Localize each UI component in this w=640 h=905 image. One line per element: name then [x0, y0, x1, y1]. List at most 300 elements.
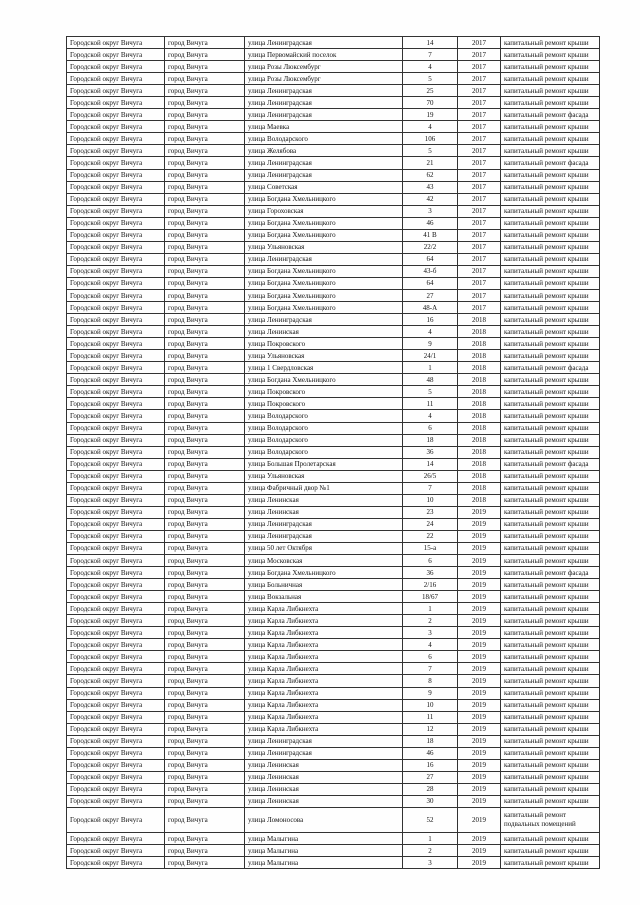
- street-cell: улица Покровского: [245, 338, 403, 350]
- house-number-cell: 4: [403, 639, 458, 651]
- street-cell: улица Богдана Хмельницкого: [245, 193, 403, 205]
- street-cell: улица Малыгина: [245, 857, 403, 869]
- house-number-cell: 10: [403, 699, 458, 711]
- city-cell: город Вичуга: [165, 723, 245, 735]
- city-cell: город Вичуга: [165, 663, 245, 675]
- table-row: [67, 795, 600, 807]
- table-row: [67, 422, 600, 434]
- table-row: [67, 265, 600, 277]
- table-row: [67, 663, 600, 675]
- municipality-cell: Городской округ Вичуга: [67, 446, 165, 458]
- year-cell: 2019: [458, 771, 501, 783]
- table-row: [67, 217, 600, 229]
- street-cell: улица Ленинградская: [245, 735, 403, 747]
- municipality-cell: Городской округ Вичуга: [67, 374, 165, 386]
- table-row: [67, 362, 600, 374]
- year-cell: 2017: [458, 133, 501, 145]
- municipality-cell: Городской округ Вичуга: [67, 121, 165, 133]
- work-type-cell: капитальный ремонт крыши: [501, 615, 600, 627]
- work-type-cell: капитальный ремонт крыши: [501, 181, 600, 193]
- table-row: [67, 759, 600, 771]
- house-number-cell: 46: [403, 217, 458, 229]
- work-type-cell: капитальный ремонт фасада: [501, 458, 600, 470]
- municipality-cell: Городской округ Вичуга: [67, 494, 165, 506]
- table-row: [67, 133, 600, 145]
- table-row: [67, 253, 600, 265]
- table-row: [67, 771, 600, 783]
- street-cell: улица Ленинская: [245, 771, 403, 783]
- city-cell: город Вичуга: [165, 302, 245, 314]
- work-type-cell: капитальный ремонт крыши: [501, 699, 600, 711]
- municipality-cell: Городской округ Вичуга: [67, 277, 165, 289]
- table-row: [67, 687, 600, 699]
- work-type-cell: капитальный ремонт крыши: [501, 374, 600, 386]
- house-number-cell: 10: [403, 494, 458, 506]
- work-type-cell: капитальный ремонт крыши: [501, 542, 600, 554]
- city-cell: город Вичуга: [165, 735, 245, 747]
- street-cell: улица 50 лет Октября: [245, 542, 403, 554]
- work-type-cell: капитальный ремонт крыши: [501, 410, 600, 422]
- street-cell: улица Богдана Хмельницкого: [245, 229, 403, 241]
- house-number-cell: 2/16: [403, 579, 458, 591]
- year-cell: 2017: [458, 302, 501, 314]
- house-number-cell: 6: [403, 422, 458, 434]
- table-row: [67, 205, 600, 217]
- municipality-cell: Городской округ Вичуга: [67, 61, 165, 73]
- table-row: [67, 85, 600, 97]
- house-number-cell: 5: [403, 73, 458, 85]
- street-cell: улица Покровского: [245, 398, 403, 410]
- table-row: [67, 651, 600, 663]
- street-cell: улица Ленинская: [245, 783, 403, 795]
- house-number-cell: 3: [403, 857, 458, 869]
- city-cell: город Вичуга: [165, 567, 245, 579]
- municipality-cell: Городской округ Вичуга: [67, 747, 165, 759]
- year-cell: 2017: [458, 37, 501, 49]
- house-number-cell: 11: [403, 711, 458, 723]
- city-cell: город Вичуга: [165, 808, 245, 833]
- house-number-cell: 24/1: [403, 350, 458, 362]
- street-cell: улица Карла Либкнехта: [245, 699, 403, 711]
- municipality-cell: Городской округ Вичуга: [67, 735, 165, 747]
- municipality-cell: Городской округ Вичуга: [67, 699, 165, 711]
- table-row: [67, 615, 600, 627]
- street-cell: улица Карла Либкнехта: [245, 675, 403, 687]
- table-row: [67, 833, 600, 845]
- street-cell: улица Ломоносова: [245, 808, 403, 833]
- work-type-cell: капитальный ремонт крыши: [501, 73, 600, 85]
- table-row: [67, 542, 600, 554]
- work-type-cell: капитальный ремонт фасада: [501, 567, 600, 579]
- year-cell: 2017: [458, 61, 501, 73]
- house-number-cell: 41 В: [403, 229, 458, 241]
- year-cell: 2019: [458, 845, 501, 857]
- city-cell: город Вичуга: [165, 61, 245, 73]
- work-type-cell: капитальный ремонт крыши: [501, 579, 600, 591]
- year-cell: 2019: [458, 747, 501, 759]
- year-cell: 2019: [458, 579, 501, 591]
- house-number-cell: 22/2: [403, 241, 458, 253]
- city-cell: город Вичуга: [165, 747, 245, 759]
- city-cell: город Вичуга: [165, 783, 245, 795]
- municipality-cell: Городской округ Вичуга: [67, 109, 165, 121]
- house-number-cell: 4: [403, 410, 458, 422]
- street-cell: улица Богдана Хмельницкого: [245, 289, 403, 301]
- house-number-cell: 18: [403, 735, 458, 747]
- work-type-cell: капитальный ремонт крыши: [501, 591, 600, 603]
- table-row: [67, 506, 600, 518]
- city-cell: город Вичуга: [165, 241, 245, 253]
- house-number-cell: 9: [403, 338, 458, 350]
- table-row: [67, 314, 600, 326]
- municipality-cell: Городской округ Вичуга: [67, 845, 165, 857]
- year-cell: 2018: [458, 434, 501, 446]
- year-cell: 2017: [458, 241, 501, 253]
- municipality-cell: Городской округ Вичуга: [67, 591, 165, 603]
- table-row: [67, 97, 600, 109]
- work-type-cell: капитальный ремонт крыши: [501, 675, 600, 687]
- table-row: [67, 747, 600, 759]
- street-cell: улица Ленинградская: [245, 157, 403, 169]
- street-cell: улица Карла Либкнехта: [245, 663, 403, 675]
- city-cell: город Вичуга: [165, 699, 245, 711]
- house-number-cell: 48: [403, 374, 458, 386]
- year-cell: 2017: [458, 169, 501, 181]
- city-cell: город Вичуга: [165, 470, 245, 482]
- street-cell: улица Карла Либкнехта: [245, 603, 403, 615]
- table-row: [67, 735, 600, 747]
- house-number-cell: 21: [403, 157, 458, 169]
- municipality-cell: Городской округ Вичуга: [67, 482, 165, 494]
- year-cell: 2019: [458, 639, 501, 651]
- house-number-cell: 106: [403, 133, 458, 145]
- year-cell: 2017: [458, 193, 501, 205]
- street-cell: улица Гороховская: [245, 205, 403, 217]
- street-cell: улица Ленинградская: [245, 37, 403, 49]
- city-cell: город Вичуга: [165, 434, 245, 446]
- work-type-cell: капитальный ремонт крыши: [501, 169, 600, 181]
- house-number-cell: 1: [403, 603, 458, 615]
- table-row: [67, 567, 600, 579]
- house-number-cell: 14: [403, 458, 458, 470]
- year-cell: 2017: [458, 181, 501, 193]
- house-number-cell: 23: [403, 506, 458, 518]
- table-row: [67, 61, 600, 73]
- city-cell: город Вичуга: [165, 157, 245, 169]
- municipality-cell: Городской округ Вичуга: [67, 49, 165, 61]
- work-type-cell: капитальный ремонт крыши: [501, 217, 600, 229]
- house-number-cell: 14: [403, 37, 458, 49]
- municipality-cell: Городской округ Вичуга: [67, 422, 165, 434]
- city-cell: город Вичуга: [165, 205, 245, 217]
- table-row: [67, 458, 600, 470]
- municipality-cell: Городской округ Вичуга: [67, 314, 165, 326]
- house-number-cell: 7: [403, 663, 458, 675]
- municipality-cell: Городской округ Вичуга: [67, 723, 165, 735]
- year-cell: 2017: [458, 49, 501, 61]
- house-number-cell: 15-а: [403, 542, 458, 554]
- house-number-cell: 25: [403, 85, 458, 97]
- house-number-cell: 62: [403, 169, 458, 181]
- municipality-cell: Городской округ Вичуга: [67, 362, 165, 374]
- work-type-cell: капитальный ремонт крыши: [501, 193, 600, 205]
- work-type-cell: капитальный ремонт крыши: [501, 446, 600, 458]
- city-cell: город Вичуга: [165, 857, 245, 869]
- city-cell: город Вичуга: [165, 627, 245, 639]
- table-row: [67, 579, 600, 591]
- street-cell: улица Володарского: [245, 410, 403, 422]
- table-row: [67, 410, 600, 422]
- street-cell: улица Московская: [245, 555, 403, 567]
- work-type-cell: капитальный ремонт крыши: [501, 845, 600, 857]
- city-cell: город Вичуга: [165, 277, 245, 289]
- street-cell: улица Больничная: [245, 579, 403, 591]
- street-cell: улица Ленинградская: [245, 85, 403, 97]
- city-cell: город Вичуга: [165, 603, 245, 615]
- work-type-cell: капитальный ремонт крыши: [501, 627, 600, 639]
- city-cell: город Вичуга: [165, 193, 245, 205]
- street-cell: улица Богдана Хмельницкого: [245, 265, 403, 277]
- work-type-cell: капитальный ремонт крыши: [501, 833, 600, 845]
- table-row: [67, 229, 600, 241]
- city-cell: город Вичуга: [165, 795, 245, 807]
- year-cell: 2017: [458, 85, 501, 97]
- year-cell: 2017: [458, 145, 501, 157]
- house-number-cell: 2: [403, 845, 458, 857]
- municipality-cell: Городской округ Вичуга: [67, 567, 165, 579]
- city-cell: город Вичуга: [165, 109, 245, 121]
- table-row: [67, 808, 600, 833]
- year-cell: 2017: [458, 289, 501, 301]
- municipality-cell: Городской округ Вичуга: [67, 615, 165, 627]
- year-cell: 2018: [458, 362, 501, 374]
- street-cell: улица Ульяновская: [245, 350, 403, 362]
- table-row: [67, 639, 600, 651]
- year-cell: 2019: [458, 615, 501, 627]
- city-cell: город Вичуга: [165, 555, 245, 567]
- table-row: [67, 145, 600, 157]
- year-cell: 2019: [458, 687, 501, 699]
- table-row: [67, 289, 600, 301]
- work-type-cell: капитальный ремонт крыши: [501, 121, 600, 133]
- year-cell: 2019: [458, 711, 501, 723]
- work-type-cell: капитальный ремонт крыши: [501, 97, 600, 109]
- work-type-cell: капитальный ремонт крыши: [501, 687, 600, 699]
- year-cell: 2019: [458, 857, 501, 869]
- municipality-cell: Городской округ Вичуга: [67, 350, 165, 362]
- year-cell: 2019: [458, 542, 501, 554]
- house-number-cell: 26/5: [403, 470, 458, 482]
- municipality-cell: Городской округ Вичуга: [67, 85, 165, 97]
- year-cell: 2018: [458, 398, 501, 410]
- house-number-cell: 4: [403, 61, 458, 73]
- work-type-cell: капитальный ремонт крыши: [501, 289, 600, 301]
- table-row: [67, 857, 600, 869]
- street-cell: улица Вокзальная: [245, 591, 403, 603]
- work-type-cell: капитальный ремонт крыши: [501, 61, 600, 73]
- table-row: [67, 627, 600, 639]
- street-cell: улица Ленинская: [245, 506, 403, 518]
- work-type-cell: капитальный ремонт крыши: [501, 133, 600, 145]
- street-cell: улица Ленинградская: [245, 97, 403, 109]
- work-type-cell: капитальный ремонт крыши: [501, 530, 600, 542]
- city-cell: город Вичуга: [165, 639, 245, 651]
- municipality-cell: Городской округ Вичуга: [67, 458, 165, 470]
- work-type-cell: капитальный ремонт крыши: [501, 326, 600, 338]
- house-number-cell: 48-А: [403, 302, 458, 314]
- city-cell: город Вичуга: [165, 651, 245, 663]
- street-cell: улица Ленинградская: [245, 314, 403, 326]
- work-type-cell: капитальный ремонт фасада: [501, 157, 600, 169]
- municipality-cell: Городской округ Вичуга: [67, 181, 165, 193]
- year-cell: 2017: [458, 229, 501, 241]
- street-cell: улица Ленинградская: [245, 169, 403, 181]
- city-cell: город Вичуга: [165, 229, 245, 241]
- house-number-cell: 6: [403, 555, 458, 567]
- city-cell: город Вичуга: [165, 265, 245, 277]
- table-body: [67, 37, 600, 869]
- year-cell: 2019: [458, 518, 501, 530]
- house-number-cell: 64: [403, 253, 458, 265]
- year-cell: 2018: [458, 326, 501, 338]
- work-type-cell: капитальный ремонт крыши: [501, 795, 600, 807]
- table-row: [67, 326, 600, 338]
- work-type-cell: капитальный ремонт крыши: [501, 639, 600, 651]
- street-cell: улица Богдана Хмельницкого: [245, 277, 403, 289]
- municipality-cell: Городской округ Вичуга: [67, 795, 165, 807]
- municipality-cell: Городской округ Вичуга: [67, 386, 165, 398]
- city-cell: город Вичуга: [165, 181, 245, 193]
- year-cell: 2019: [458, 675, 501, 687]
- year-cell: 2019: [458, 506, 501, 518]
- house-number-cell: 28: [403, 783, 458, 795]
- table-row: [67, 434, 600, 446]
- house-number-cell: 9: [403, 687, 458, 699]
- municipality-cell: Городской округ Вичуга: [67, 603, 165, 615]
- work-type-cell: капитальный ремонт фасада: [501, 109, 600, 121]
- work-type-cell: капитальный ремонт крыши: [501, 350, 600, 362]
- city-cell: город Вичуга: [165, 591, 245, 603]
- street-cell: улица Карла Либкнехта: [245, 711, 403, 723]
- year-cell: 2019: [458, 627, 501, 639]
- work-type-cell: капитальный ремонт крыши: [501, 338, 600, 350]
- municipality-cell: Городской округ Вичуга: [67, 434, 165, 446]
- work-type-cell: капитальный ремонт крыши: [501, 422, 600, 434]
- work-type-cell: капитальный ремонт крыши: [501, 277, 600, 289]
- year-cell: 2019: [458, 567, 501, 579]
- municipality-cell: Городской округ Вичуга: [67, 398, 165, 410]
- street-cell: улица Богдана Хмельницкого: [245, 374, 403, 386]
- street-cell: улица Розы Люксембург: [245, 61, 403, 73]
- city-cell: город Вичуга: [165, 386, 245, 398]
- street-cell: улица Володарского: [245, 434, 403, 446]
- municipality-cell: Городской округ Вичуга: [67, 808, 165, 833]
- work-type-cell: капитальный ремонт крыши: [501, 49, 600, 61]
- street-cell: улица Карла Либкнехта: [245, 639, 403, 651]
- work-type-cell: капитальный ремонт крыши: [501, 506, 600, 518]
- work-type-cell: капитальный ремонт крыши: [501, 771, 600, 783]
- table-row: [67, 482, 600, 494]
- municipality-cell: Городской округ Вичуга: [67, 627, 165, 639]
- house-number-cell: 4: [403, 121, 458, 133]
- year-cell: 2019: [458, 603, 501, 615]
- municipality-cell: Городской округ Вичуга: [67, 302, 165, 314]
- year-cell: 2019: [458, 833, 501, 845]
- street-cell: улица Фабричный двор №1: [245, 482, 403, 494]
- work-type-cell: капитальный ремонт крыши: [501, 205, 600, 217]
- year-cell: 2018: [458, 338, 501, 350]
- work-type-cell: капитальный ремонт фасада: [501, 362, 600, 374]
- work-type-cell: капитальный ремонт крыши: [501, 386, 600, 398]
- table-row: [67, 518, 600, 530]
- house-number-cell: 2: [403, 615, 458, 627]
- house-number-cell: 27: [403, 771, 458, 783]
- city-cell: город Вичуга: [165, 169, 245, 181]
- work-type-cell: капитальный ремонт крыши: [501, 85, 600, 97]
- table-row: [67, 555, 600, 567]
- street-cell: улица Желябова: [245, 145, 403, 157]
- municipality-cell: Городской округ Вичуга: [67, 73, 165, 85]
- table-row: [67, 494, 600, 506]
- municipality-cell: Городской округ Вичуга: [67, 193, 165, 205]
- city-cell: город Вичуга: [165, 711, 245, 723]
- year-cell: 2018: [458, 386, 501, 398]
- municipality-cell: Городской округ Вичуга: [67, 857, 165, 869]
- city-cell: город Вичуга: [165, 542, 245, 554]
- city-cell: город Вичуга: [165, 422, 245, 434]
- repair-schedule-table: [66, 36, 600, 869]
- work-type-cell: капитальный ремонт крыши: [501, 518, 600, 530]
- work-type-cell: капитальный ремонт крыши: [501, 857, 600, 869]
- year-cell: 2017: [458, 277, 501, 289]
- city-cell: город Вичуга: [165, 374, 245, 386]
- house-number-cell: 11: [403, 398, 458, 410]
- table-row: [67, 109, 600, 121]
- table-row: [67, 350, 600, 362]
- city-cell: город Вичуга: [165, 833, 245, 845]
- work-type-cell: капитальный ремонт крыши: [501, 241, 600, 253]
- table-row: [67, 338, 600, 350]
- city-cell: город Вичуга: [165, 482, 245, 494]
- street-cell: улица Ленинградская: [245, 109, 403, 121]
- city-cell: город Вичуга: [165, 362, 245, 374]
- house-number-cell: 1: [403, 362, 458, 374]
- table-row: [67, 121, 600, 133]
- house-number-cell: 30: [403, 795, 458, 807]
- year-cell: 2018: [458, 314, 501, 326]
- city-cell: город Вичуга: [165, 845, 245, 857]
- year-cell: 2018: [458, 470, 501, 482]
- house-number-cell: 8: [403, 675, 458, 687]
- house-number-cell: 43-б: [403, 265, 458, 277]
- city-cell: город Вичуга: [165, 145, 245, 157]
- house-number-cell: 5: [403, 145, 458, 157]
- table-row: [67, 675, 600, 687]
- work-type-cell: капитальный ремонт крыши: [501, 145, 600, 157]
- city-cell: город Вичуга: [165, 37, 245, 49]
- city-cell: город Вичуга: [165, 121, 245, 133]
- municipality-cell: Городской округ Вичуга: [67, 157, 165, 169]
- street-cell: улица Первомайский поселок: [245, 49, 403, 61]
- house-number-cell: 19: [403, 109, 458, 121]
- city-cell: город Вичуга: [165, 85, 245, 97]
- year-cell: 2019: [458, 663, 501, 675]
- year-cell: 2019: [458, 723, 501, 735]
- work-type-cell: капитальный ремонт крыши: [501, 651, 600, 663]
- work-type-cell: капитальный ремонт крыши: [501, 229, 600, 241]
- year-cell: 2018: [458, 482, 501, 494]
- house-number-cell: 18/67: [403, 591, 458, 603]
